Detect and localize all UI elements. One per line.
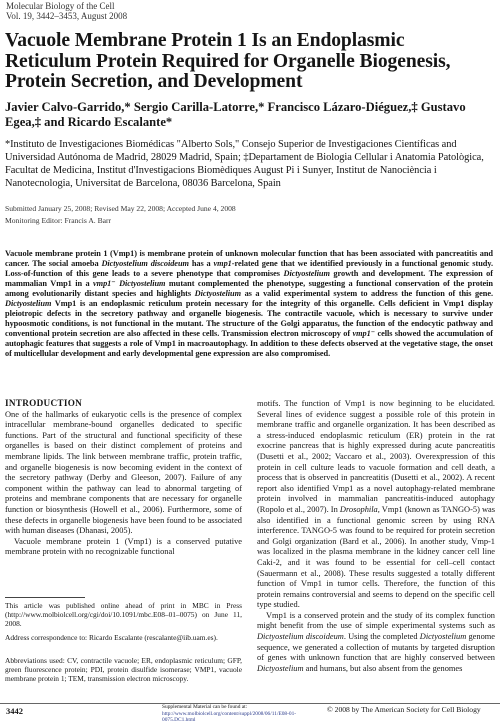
footnote-abbreviations: Abbreviations used: CV, contractile vacuole; ER, endoplasmic reticulum; GFP, green fluorescence protein; PDI, protein disulfide isomerase; VMP1, vacuole membrane protein 1; TEM, transmission electron microscopy. (5, 656, 242, 684)
right-column (257, 399, 495, 674)
footnote-divider (5, 597, 85, 598)
author-list: Javier Calvo-Garrido,* Sergio Carilla-Latorre,* Francisco Lázaro-Diéguez,‡ Gustavo Egea,‡ and Ricardo Escalante* (5, 100, 466, 129)
left-column (5, 398, 242, 558)
footnote-online: This article was published online ahead of print in MBC in Press (http://www.molbiolcell.org/cgi/doi/10.1091/mbc.E08–01–0075) on June 11, 2008. (5, 601, 242, 629)
page-number: 3442 (6, 706, 23, 716)
journal-header (6, 1, 127, 21)
monitoring-editor: Monitoring Editor: Francis A. Barr (5, 215, 112, 225)
supplemental-link[interactable]: http://www.molbiolcell.org/content/suppl/2008/06/11/E08-01-0075.DC1.html (162, 710, 297, 724)
abstract: Vacuole membrane protein 1 (Vmp1) is membrane protein of unknown molecular function that has been associated with pancreatitis and cancer. The social amoeba Dictyostelium discoideum has a vmp1-related gene that we identified previously in a functional genomic study. Loss-of-function of this gene leads to a severe phenotype that compromises Dictyostelium growth and development. The expression of mammalian Vmp1 in a vmp1⁻ Dictyostelium mutant complemented the phenotype, suggesting a functional conservation of the protein among evolutionarily distant species and highlights Dictyostelium as a valid experimental system to address the function of this gene. Dictyostelium Vmp1 is an endoplasmic reticulum protein necessary for the integrity of this organelle. Cells deficient in Vmp1 display pleiotropic defects in the secretory pathway and organelle biogenesis. The contractile vacuole, which is necessary to survive under hypoosmotic conditions, is not functional in the mutant. The structure of the Golgi apparatus, the function of the endocytic pathway and conventional protein secretion are also affected in these cells. Transmission electron microscopy of vmp1⁻ cells showed the accumulation of autophagic features that suggests a role of Vmp1 in macroautophagy. In addition to these defects observed at the vegetative stage, the onset of multicellular development and early developmental gene expression are also compromised. (5, 249, 493, 359)
intro-paragraph-1: One of the hallmarks of eukaryotic cells is the presence of complex intracellular membrane-bound organelles dedicated to specific functions. Part of the structural and functional specificity of these organelles is based on their distinct complement of proteins and membrane lipids. The link between membrane traffic, protein traffic, and organelle biogenesis is now becoming evident in the context of the secretory pathway (Derby and Gleeson, 2007). Failure of any component within the pathway can lead to abnormal targeting of proteins and membrane components that are necessary for organelle function or biosynthesis (Howell et al., 2006). Furthermore, some of these defects in organelle biogenesis have been found to be associated with human diseases (Dhanasi, 2005). (5, 409, 242, 536)
submission-dates (5, 203, 493, 226)
right-paragraph-2: Vmp1 is a conserved protein and the study of its complex function might benefit from the use of simple experimental systems such as Dictyostelium discoideum. Using the completed Dictyostelium genome sequence, we generated a collection of mutants by targeted disruption of genes with unknown function that are highly conserved between Dictyostelium and humans, but also absent from the genomes (257, 610, 496, 673)
right-paragraph-1: motifs. The function of Vmp1 is now beginning to be elucidated. Several lines of evidence suggest a possible role of this protein in membrane traffic and organelle organization. It has been described as a stress-induced endoplasmic reticulum (ER) protein in the rat exocrine pancreas that is highly expressed during acute pancreatitis (Dusetti et al., 2002; Vaccaro et al., 2003). Overexpression of this protein in cell culture leads to vacuole formation and cell death, a process that is observed in pancreatitis (Dusetti et al., 2002). A recent report also identified Vmp1 as a novel autophagy-related membrane protein involved in mammalian pancreatitis-induced autophagy (Ropolo et al., 2007). In Drosophila, Vmp1 (known as TANGO-5) was also identified in a functional genomic screen by using RNA interference. TANGO-5 was found to be required for protein secretion and Golgi organization (Bard et al., 2006). In another study, Vmp-1 was localized in the plasma membrane in the kidney cancer cell line Caki-2, and it was found to be essential for cell–cell contact (Sauermann et al., 2008). These results suggested a totally different function of Vmp1 in tumor cells. Therefore, the function of this protein remains controversial and seems to depend on the specific cell type studied. (257, 399, 496, 610)
copyright-notice: © 2008 by The American Society for Cell Biology (327, 705, 481, 714)
affiliations: *Instituto de Investigaciones Biomédicas "Alberto Sols," Consejo Superior de Investigaciones Científicas and Universidad Autónoma de Madrid, 28029 Madrid, Spain; ‡Departament de Biologia Cellular i Anatomia Patològica, Facultat de Medicina, Institut d'Investigacions Biomèdiques August Pi i Sunyer, Institut de Nanociència i Nanotecnologia, Universitat de Barcelona, 08036 Barcelona, Spain (5, 139, 484, 189)
date-history: Submitted January 25, 2008; Revised May 22, 2008; Accepted June 4, 2008 (5, 204, 236, 213)
supplemental-label: Supplemental Material can be found at: (162, 704, 248, 710)
footnote-correspondence: Address correspondence to: Ricardo Escalante (rescalante@iib.uam.es). (5, 633, 218, 642)
article-title: Vacuole Membrane Protein 1 Is an Endoplasmic Reticulum Protein Required for Organelle Biogenesis, Protein Secretion, and Development (5, 30, 451, 92)
journal-name: Molecular Biology of the Cell (6, 1, 115, 11)
section-heading-introduction: INTRODUCTION (5, 398, 83, 408)
intro-paragraph-2: Vacuole membrane protein 1 (Vmp1) is a conserved putative membrane protein with no recognizable functional (5, 536, 242, 557)
volume-info: Vol. 19, 3442–3453, August 2008 (6, 11, 128, 21)
